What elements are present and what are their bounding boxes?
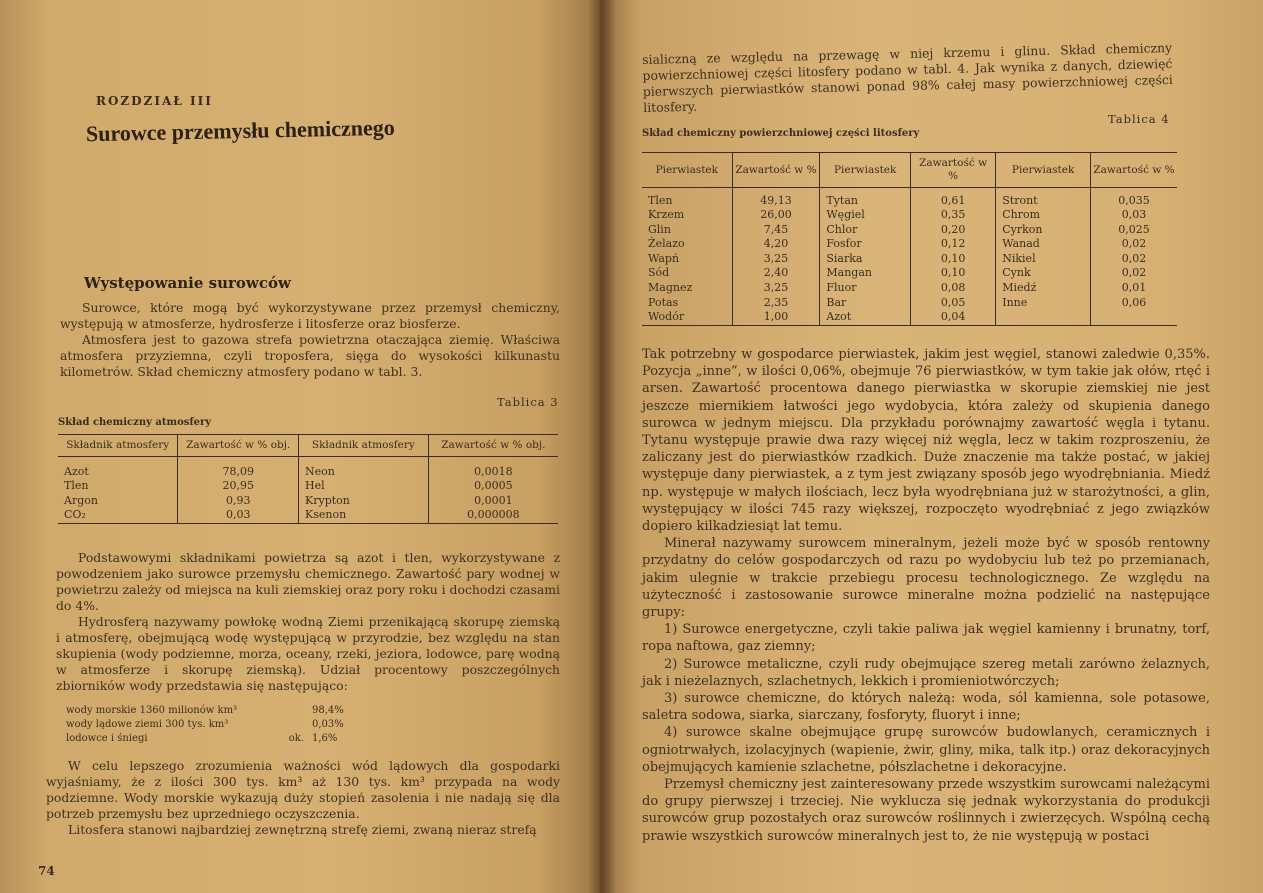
table-cell: Fluor <box>820 281 911 296</box>
table-header-row <box>642 153 1177 188</box>
table-cell: Potas <box>648 295 679 309</box>
table-cell: CO₂ <box>58 508 178 523</box>
table-row <box>642 281 1177 296</box>
table-number: Tablica 3 <box>497 395 559 409</box>
table-cell: Sód <box>648 266 670 280</box>
paragraph: sialiczną ze względu na przewagę w niej krzemu i glinu. Skład chemiczny powierzchniowej części litosfery podano w tabl. 4. Jak wynika z danych, dziewięć pierwszych pierwiastków stanowi ponad 98% całej masy powierzchniowej części litosfery. <box>642 39 1173 115</box>
table-cell: 4,20 <box>732 237 820 252</box>
table-cell: 0,10 <box>910 266 995 281</box>
table-cell: 0,10 <box>910 252 995 267</box>
water-label: lodowce i śniegi <box>66 733 148 744</box>
table-cell <box>996 310 1091 325</box>
table-cell: Hel <box>299 479 429 494</box>
minerals-text <box>642 346 1210 845</box>
table-cell: Argon <box>64 493 98 507</box>
table-cell: 0,06 <box>1091 296 1178 311</box>
table-cell: 0,02 <box>1091 237 1178 252</box>
table-cell: Krypton <box>299 494 429 509</box>
column-header: Zawartość w % <box>910 153 995 188</box>
table-row <box>58 494 558 509</box>
paragraph: Przemysł chemiczny jest zainteresowany przede wszystkim surowcami należącymi do grupy pierwszej i trzeciej. Nie wyklucza się jednak wykorzystania do produkcji surowców grup pozostałych oraz surowców roślinnych i zwierzęcych. Wspólną cechą prawie wszystkich surowców mineralnych jest to, że nie występują w postaci <box>642 777 1210 844</box>
table-cell: 0,08 <box>910 281 995 296</box>
table-row <box>642 266 1177 281</box>
table-cell: 0,025 <box>1091 223 1178 238</box>
list-item <box>62 718 382 732</box>
table-cell: Miedź <box>996 281 1091 296</box>
table-cell: 20,95 <box>178 479 299 494</box>
continued-text <box>642 40 1173 116</box>
table-cell: 26,00 <box>732 208 820 223</box>
table-cell <box>1091 310 1178 325</box>
column-header: Składnik atmosfery <box>299 435 429 457</box>
table-cell: 0,93 <box>178 494 299 509</box>
book-gutter <box>588 0 616 893</box>
table-header-row <box>58 435 558 457</box>
water-prefix: ok. <box>288 733 304 744</box>
table-caption: Skład chemiczny powierzchniowej części litosfery <box>642 128 920 139</box>
water-prefix <box>260 704 308 718</box>
table-row <box>642 296 1177 311</box>
table-cell: Tytan <box>820 194 911 209</box>
table-cell: Cyrkon <box>996 223 1091 238</box>
table-cell: 0,02 <box>1091 266 1178 281</box>
table-row <box>642 252 1177 267</box>
table-cell: Wodór <box>642 310 732 325</box>
list-item: 2) Surowce metaliczne, czyli rudy obejmujące szereg metali zarówno żelaznych, jak i nieżelaznych, szlachetnych, lekkich i promieniotwórczych; <box>642 656 1210 689</box>
table-cell: Inne <box>996 296 1091 311</box>
table-cell: Fosfor <box>820 237 911 252</box>
water-value: 0,03% <box>312 719 344 730</box>
table-cell: Chrom <box>996 208 1091 223</box>
table-cell: Wapń <box>648 251 680 265</box>
column-header: Pierwiastek <box>996 153 1091 188</box>
table-cell: Żelazo <box>648 237 685 251</box>
paragraph: Tak potrzebny w gospodarce pierwiastek, jakim jest węgiel, stanowi zaledwie 0,35%. Pozycja „inne”, w ilości 0,06%, obejmuje 76 pierwiastków, w tym takie jak ołów, rtęć i arsen. Zawartość procentowa danego pierwiastka w skorupie ziemskiej nie jest jeszcze miernikiem łatwości jego wydobycia, która zależy od skupienia danego surowca w jednym miejscu. Dla przykładu porównajmy zawartość węgla i tytanu. Tytanu występuje prawie dwa razy więcej niż węgla, lecz w takim rozproszeniu, że zaliczany jest do pierwiastków rzadkich. Duże znaczenie ma także postać, w jakiej występuje dany pierwiastek, a z tym jest związany sposób jego wyodrębniania. Miedź np. występuje w małych ilościach, lecz była wyodrębniana już w starożytności, a glin, występujący w ilości 745 razy większej, rozpoczęto wyodrębniać z jego związków dopiero kilkadziesiąt lat temu. <box>642 347 1210 535</box>
water-value: 1,6% <box>312 733 338 744</box>
table-number: Tablica 4 <box>1108 112 1170 126</box>
table-row <box>642 223 1177 238</box>
table-cell: 0,000008 <box>428 508 558 523</box>
list-item <box>62 732 382 746</box>
table-cell: 0,0001 <box>428 494 558 509</box>
table-cell: Krzem <box>648 208 685 222</box>
table-cell: 3,25 <box>732 252 820 267</box>
water-label: wody morskie 1360 milionów km³ <box>66 705 238 716</box>
table-cell: 78,09 <box>178 465 299 480</box>
table-row <box>58 508 558 523</box>
table-cell: 0,04 <box>910 310 995 325</box>
paragraph: Litosfera stanowi najbardziej zewnętrzną strefę ziemi, zwaną nieraz strefą <box>68 822 537 837</box>
table-cell: Siarka <box>820 252 911 267</box>
table-cell: 0,03 <box>178 508 299 523</box>
table-row <box>642 237 1177 252</box>
table-cell: 0,0018 <box>428 465 558 480</box>
atmosphere-table <box>58 434 558 524</box>
section-heading: Występowanie surowców <box>84 274 291 292</box>
paragraph: Minerał nazywamy surowcem mineralnym, jeżeli może być w sposób rentowny przydatny do celów gospodarczych od razu po wydobyciu lub też po przemianach, jakim ulegnie w trakcie przebiegu procesu technologicznego. Ze względu na użyteczność i zastosowanie surowce mineralne można podzielić na następujące grupy: <box>642 536 1210 621</box>
paragraph: Hydrosferą nazywamy powłokę wodną Ziemi przenikającą skorupę ziemską i atmosferę, obejmującą wodę występującą w przyrodzie, bez względu na stan skupienia (wody podziemne, morza, oceany, rzeki, jeziora, lodowce, parę wodną w atmosferze i skorupę ziemską). Udział procentowy poszczególnych zbiorników wody przedstawia się następująco: <box>56 614 560 693</box>
table-row <box>58 465 558 480</box>
lithosphere-table <box>642 152 1177 326</box>
table-row <box>642 208 1177 223</box>
intro-text <box>60 300 560 380</box>
table-row <box>642 310 1177 325</box>
hydrosphere-text <box>56 550 560 694</box>
table-cell: 2,40 <box>732 266 820 281</box>
list-item: 3) surowce chemiczne, do których należą: woda, sól kamienna, sole potasowe, saletra sodowa, siarka, siarczany, fosforyty, fluoryt i inne; <box>642 691 1210 724</box>
table-row <box>642 194 1177 209</box>
column-header: Pierwiastek <box>642 153 732 188</box>
table-cell: 0,61 <box>910 194 995 209</box>
table-caption: Skład chemiczny atmosfery <box>58 417 212 428</box>
table-cell: Glin <box>648 222 671 236</box>
table-cell: Magnez <box>648 281 693 295</box>
table-cell: 0,03 <box>1091 208 1178 223</box>
table-cell: Tlen <box>64 479 89 493</box>
table-cell: Węgiel <box>820 208 911 223</box>
table-cell: 2,35 <box>732 296 820 311</box>
column-header: Składnik atmosfery <box>58 435 178 457</box>
table-cell: Ksenon <box>299 508 429 523</box>
table-cell: 3,25 <box>732 281 820 296</box>
paragraph: W celu lepszego zrozumienia ważności wód lądowych dla gospodarki wyjaśniamy, że z ilości 300 tys. km³ aż 130 tys. km³ przypada na wody podziemne. Wody morskie wykazują duży stopień zasolenia i nie nadają się dla potrzeb przemysłu bez uprzedniego oczyszczenia. <box>46 758 560 821</box>
water-label: wody lądowe ziemi 300 tys. km³ <box>66 719 229 730</box>
table-cell: Chlor <box>820 223 911 238</box>
column-header: Zawartość w % <box>732 153 820 188</box>
table-cell: 0,01 <box>1091 281 1178 296</box>
table-cell: 1,00 <box>732 310 820 325</box>
table-cell: 49,13 <box>732 194 820 209</box>
table-cell: 0,0005 <box>428 479 558 494</box>
table-cell: Wanad <box>996 237 1091 252</box>
table-cell: Cynk <box>996 266 1091 281</box>
table-cell: Bar <box>820 296 911 311</box>
list-item <box>62 704 382 718</box>
column-header: Zawartość w % obj. <box>178 435 299 457</box>
table-cell: Stront <box>996 194 1091 209</box>
table-cell: 7,45 <box>732 223 820 238</box>
table-cell: Neon <box>299 465 429 480</box>
paragraph: Atmosfera jest to gazowa strefa powietrzna otaczająca ziemię. Właściwa atmosfera przyziemna, czyli troposfera, sięga do wysokości kilkunastu kilometrów. Skład chemiczny atmosfery podano w tabl. 3. <box>60 332 560 379</box>
table-cell: Nikiel <box>996 252 1091 267</box>
column-header: Pierwiastek <box>820 153 911 188</box>
list-item: 1) Surowce energetyczne, czyli takie paliwa jak węgiel kamienny i brunatny, torf, ropa naftowa, gaz ziemny; <box>642 622 1210 655</box>
right-page <box>600 0 1263 893</box>
water-value: 98,4% <box>312 705 344 716</box>
column-header: Zawartość w % <box>1091 153 1178 188</box>
table-cell: 0,20 <box>910 223 995 238</box>
table-cell: 0,05 <box>910 296 995 311</box>
paragraph: Surowce, które mogą być wykorzystywane przez przemysł chemiczny, występują w atmosferze, hydrosferze i litosferze oraz biosferze. <box>60 300 560 331</box>
chapter-label: ROZDZIAŁ III <box>96 94 213 108</box>
paragraph: Podstawowymi składnikami powietrza są azot i tlen, wykorzystywane z powodzeniem jako surowce przemysłu chemicznego. Zawartość pary wodnej w powietrzu zależy od miejsca na kuli ziemskiej oraz pory roku i dochodzi czasami do 4%. <box>56 550 560 613</box>
lithosphere-text <box>46 758 560 838</box>
table-cell: 0,12 <box>910 237 995 252</box>
table-cell: Azot <box>820 310 911 325</box>
left-page <box>0 0 600 893</box>
chapter-title: Surowce przemysłu chemicznego <box>85 114 395 147</box>
page-number: 74 <box>38 864 55 878</box>
column-header: Zawartość w % obj. <box>428 435 558 457</box>
water-prefix <box>260 718 308 732</box>
table-cell: Azot <box>64 464 89 478</box>
table-cell: 0,035 <box>1091 194 1178 209</box>
list-item: 4) surowce skalne obejmujące grupę surowców budowlanych, ceramicznych i ogniotrwałych, izolacyjnych (wapienie, żwir, gliny, mika, talk itp.) oraz dekoracyjnych obejmujących kamienie szlachetne, półszlachetne i dekoracyjne. <box>642 725 1210 775</box>
table-cell: 0,35 <box>910 208 995 223</box>
table-row <box>58 479 558 494</box>
table-cell: Tlen <box>648 193 673 207</box>
table-cell: Mangan <box>820 266 911 281</box>
water-distribution-list <box>62 704 382 746</box>
table-cell: 0,02 <box>1091 252 1178 267</box>
